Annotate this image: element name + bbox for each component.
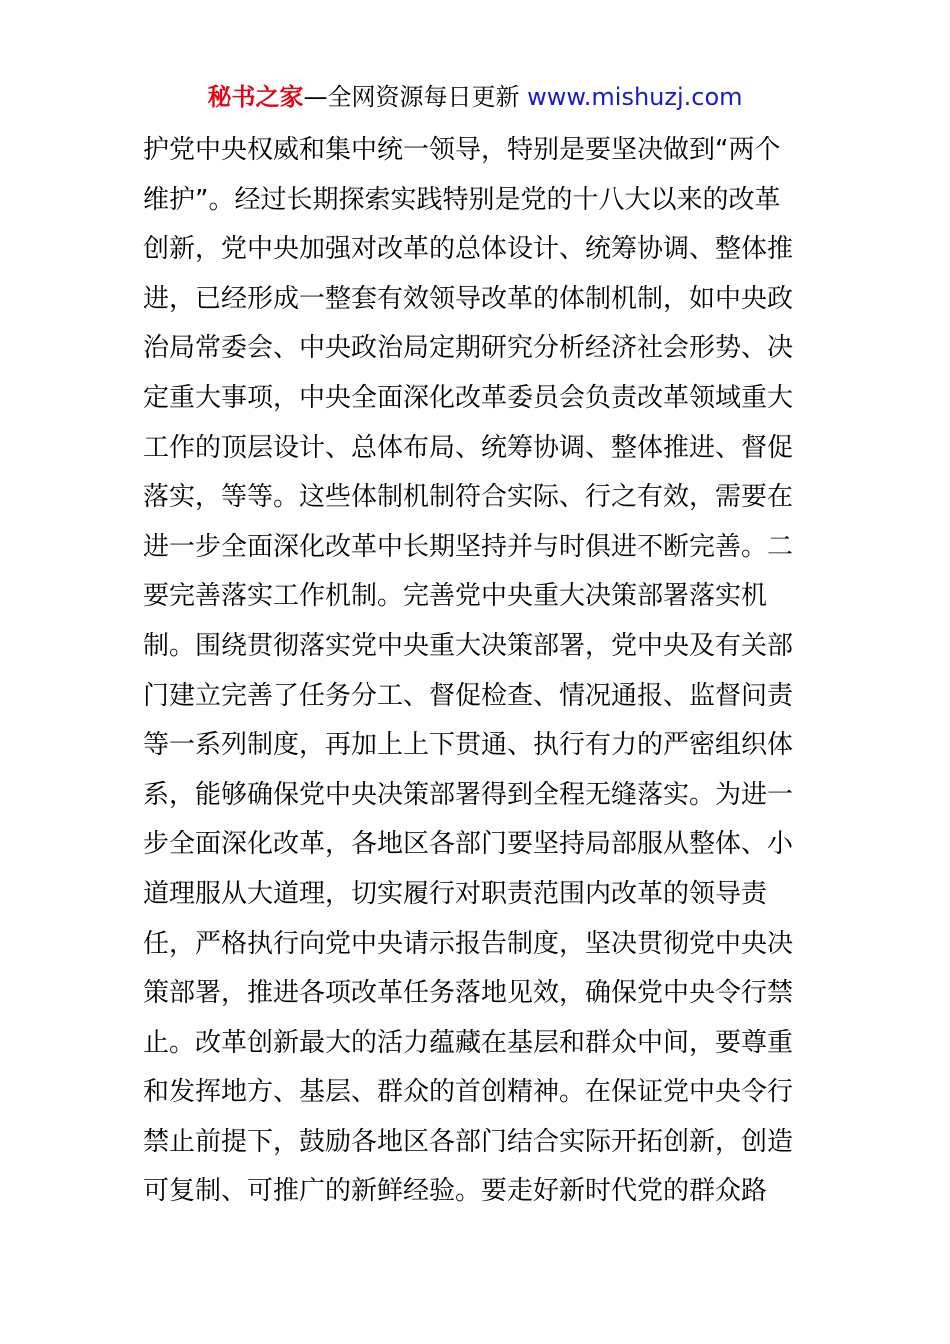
text-line: 道理服从大道理，切实履行对职责范围内改革的领导责	[143, 878, 768, 909]
text-line: 系，能够确保党中央决策部署得到全程无缝落实。为进一	[143, 779, 794, 810]
text-line: 定重大事项，中央全面深化改革委员会负责改革领域重大	[143, 382, 794, 413]
text-line: 门建立完善了任务分工、督促检查、情况通报、监督问责	[143, 680, 794, 711]
text-line: 创新，党中央加强对改革的总体设计、统筹协调、整体推	[143, 234, 794, 265]
text-line: 进一步全面深化改革中长期坚持并与时俱进不断完善。二	[143, 531, 794, 562]
text-line: 步全面深化改革，各地区各部门要坚持局部服从整体、小	[143, 829, 794, 860]
text-line: 进，已经形成一整套有效领导改革的体制机制，如中央政	[143, 283, 794, 314]
text-line: 维护”。经过长期探索实践特别是党的十八大以来的改革	[143, 184, 781, 215]
text-line: 止。改革创新最大的活力蕴藏在基层和群众中间，要尊重	[143, 1027, 794, 1058]
site-header	[0, 80, 950, 114]
text-line: 任，严格执行向党中央请示报告制度，坚决贯彻党中央决	[143, 928, 794, 959]
text-line: 落实，等等。这些体制机制符合实际、行之有效，需要在	[143, 482, 794, 513]
text-line: 护党中央权威和集中统一领导，特别是要坚决做到“两个	[143, 135, 781, 165]
text-line: 等一系列制度，再加上上下贯通、执行有力的严密组织体	[143, 730, 794, 761]
text-line: 可复制、可推广的新鲜经验。要走好新时代党的群众路	[143, 1176, 768, 1207]
text-line: 和发挥地方、基层、群众的首创精神。在保证党中央令行	[143, 1077, 794, 1108]
brand-name: 秘书之家	[207, 83, 304, 111]
text-line: 策部署，推进各项改革任务落地见效，确保党中央令行禁	[143, 978, 794, 1009]
body-text	[143, 126, 823, 1217]
text-line: 禁止前提下，鼓励各地区各部门结合实际开拓创新，创造	[143, 1126, 794, 1157]
tagline: —全网资源每日更新	[303, 83, 520, 111]
site-url-link[interactable]: www.mishuzj.com	[527, 83, 743, 111]
text-line: 制。围绕贯彻落实党中央重大决策部署，党中央及有关部	[143, 630, 794, 661]
text-line: 治局常委会、中央政治局定期研究分析经济社会形势、决	[143, 333, 794, 364]
text-line: 要完善落实工作机制。完善党中央重大决策部署落实机	[143, 581, 768, 612]
text-line: 工作的顶层设计、总体布局、统筹协调、整体推进、督促	[143, 432, 794, 463]
